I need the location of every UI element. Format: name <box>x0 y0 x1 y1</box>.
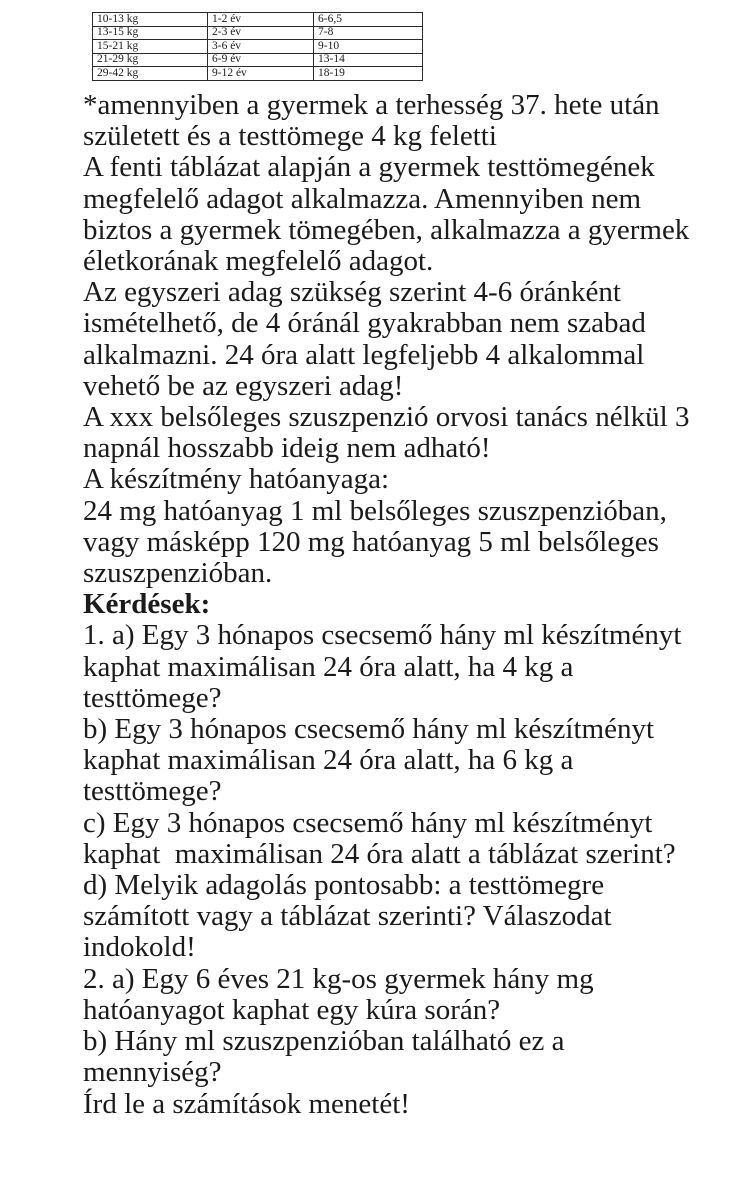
table-row <box>93 26 423 40</box>
text-line: kaphat maximálisan 24 óra alatt a táblázat szerint? <box>83 837 676 870</box>
dosage-table <box>92 12 423 81</box>
text-line: Az egyszeri adag szükség szerint 4-6 óránként <box>83 276 621 309</box>
text-line: szuszpenzióban. <box>83 557 273 590</box>
paragraph-question-1c <box>83 808 683 870</box>
text-line: életkorának megfelelő adagot. <box>83 245 434 278</box>
dosage-table-body <box>93 13 423 81</box>
text-line: alkalmazni. 24 óra alatt legfeljebb 4 alkalommal <box>83 338 645 371</box>
table-row <box>93 53 423 67</box>
text-line: ismételhető, de 4 óránál gyakrabban nem szabad <box>83 307 646 340</box>
paragraph-question-2b <box>83 1026 683 1088</box>
text-line: kaphat maximálisan 24 óra alatt, ha 6 kg a <box>83 744 574 777</box>
paragraph-question-1a <box>83 620 683 714</box>
age-cell: 6-9 év <box>208 53 314 67</box>
text-line: 24 mg hatóanyag 1 ml belsőleges szuszpenzióban, <box>83 494 667 527</box>
paragraph-footnote <box>83 90 683 152</box>
paragraph-questions-heading <box>83 589 683 620</box>
dose-cell: 9-10 <box>314 40 423 54</box>
text-line: testtömege? <box>83 681 222 714</box>
text-line: napnál hosszabb ideig nem adható! <box>83 432 491 465</box>
paragraph-duration-warning <box>83 401 690 465</box>
paragraph-dosing-frequency <box>83 277 683 402</box>
weight-cell: 15-21 kg <box>93 40 208 54</box>
paragraph-final-instruction <box>83 1089 683 1120</box>
text-line: indokold! <box>83 931 196 964</box>
dose-cell: 7-8 <box>314 26 423 40</box>
text-line: mennyiség? <box>83 1056 222 1089</box>
text-line: A fenti táblázat alapján a gyermek testtömegének <box>83 151 655 184</box>
age-cell: 3-6 év <box>208 40 314 54</box>
text-line: 2. a) Egy 6 éves 21 kg-os gyermek hány mg <box>83 962 594 995</box>
age-cell: 1-2 év <box>208 13 314 27</box>
dose-cell: 18-19 <box>314 67 423 81</box>
text-line: számított vagy a táblázat szerinti? Válaszodat <box>83 900 612 933</box>
weight-cell: 10-13 kg <box>93 13 208 27</box>
document-text <box>83 89 690 1120</box>
text-line: A xxx belsőleges szuszpenzió orvosi tanács nélkül 3 <box>83 401 690 434</box>
table-row <box>93 13 423 27</box>
text-line: b) Hány ml szuszpenzióban található ez a <box>83 1025 565 1058</box>
paragraph-dosing-by-weight <box>83 151 690 278</box>
text-line: c) Egy 3 hónapos csecsemő hány ml készítményt <box>83 806 653 839</box>
text-line: született és a testtömege 4 kg feletti <box>83 120 497 153</box>
text-line: hatóanyagot kaphat egy kúra során? <box>83 993 501 1026</box>
text-line: vehető be az egyszeri adag! <box>83 369 404 402</box>
dose-cell: 6-6,5 <box>314 13 423 27</box>
text-line: vagy másképp 120 mg hatóanyag 5 ml belsőleges <box>83 525 659 558</box>
text-line: b) Egy 3 hónapos csecsemő hány ml készítményt <box>83 713 655 746</box>
paragraph-active-ingredient <box>83 496 683 590</box>
text-line: biztos a gyermek tömegében, alkalmazza a gyermek <box>83 213 690 246</box>
text-line: testtömege? <box>83 775 222 808</box>
paragraph-question-2a <box>83 964 683 1026</box>
table-row <box>93 67 423 81</box>
weight-cell: 21-29 kg <box>93 53 208 67</box>
text-line: Írd le a számítások menetét! <box>83 1087 410 1120</box>
dose-cell: 13-14 <box>314 53 423 67</box>
paragraph-question-1d <box>83 870 683 964</box>
paragraph-question-1b <box>83 714 683 808</box>
text-line: A készítmény hatóanyaga: <box>83 463 390 496</box>
text-line: kaphat maximálisan 24 óra alatt, ha 4 kg a <box>83 650 574 683</box>
table-row <box>93 40 423 54</box>
age-cell: 2-3 év <box>208 26 314 40</box>
text-line: d) Melyik adagolás pontosabb: a testtömegre <box>83 869 605 902</box>
paragraph-active-ingredient-heading <box>83 464 683 495</box>
text-line: *amennyiben a gyermek a terhesség 37. hete után <box>83 89 660 121</box>
weight-cell: 29-42 kg <box>93 67 208 81</box>
text-line: Kérdések: <box>83 588 211 621</box>
text-line: 1. a) Egy 3 hónapos csecsemő hány ml készítményt <box>83 619 682 652</box>
text-line: megfelelő adagot alkalmazza. Amennyiben nem <box>83 182 642 215</box>
weight-cell: 13-15 kg <box>93 26 208 40</box>
age-cell: 9-12 év <box>208 67 314 81</box>
